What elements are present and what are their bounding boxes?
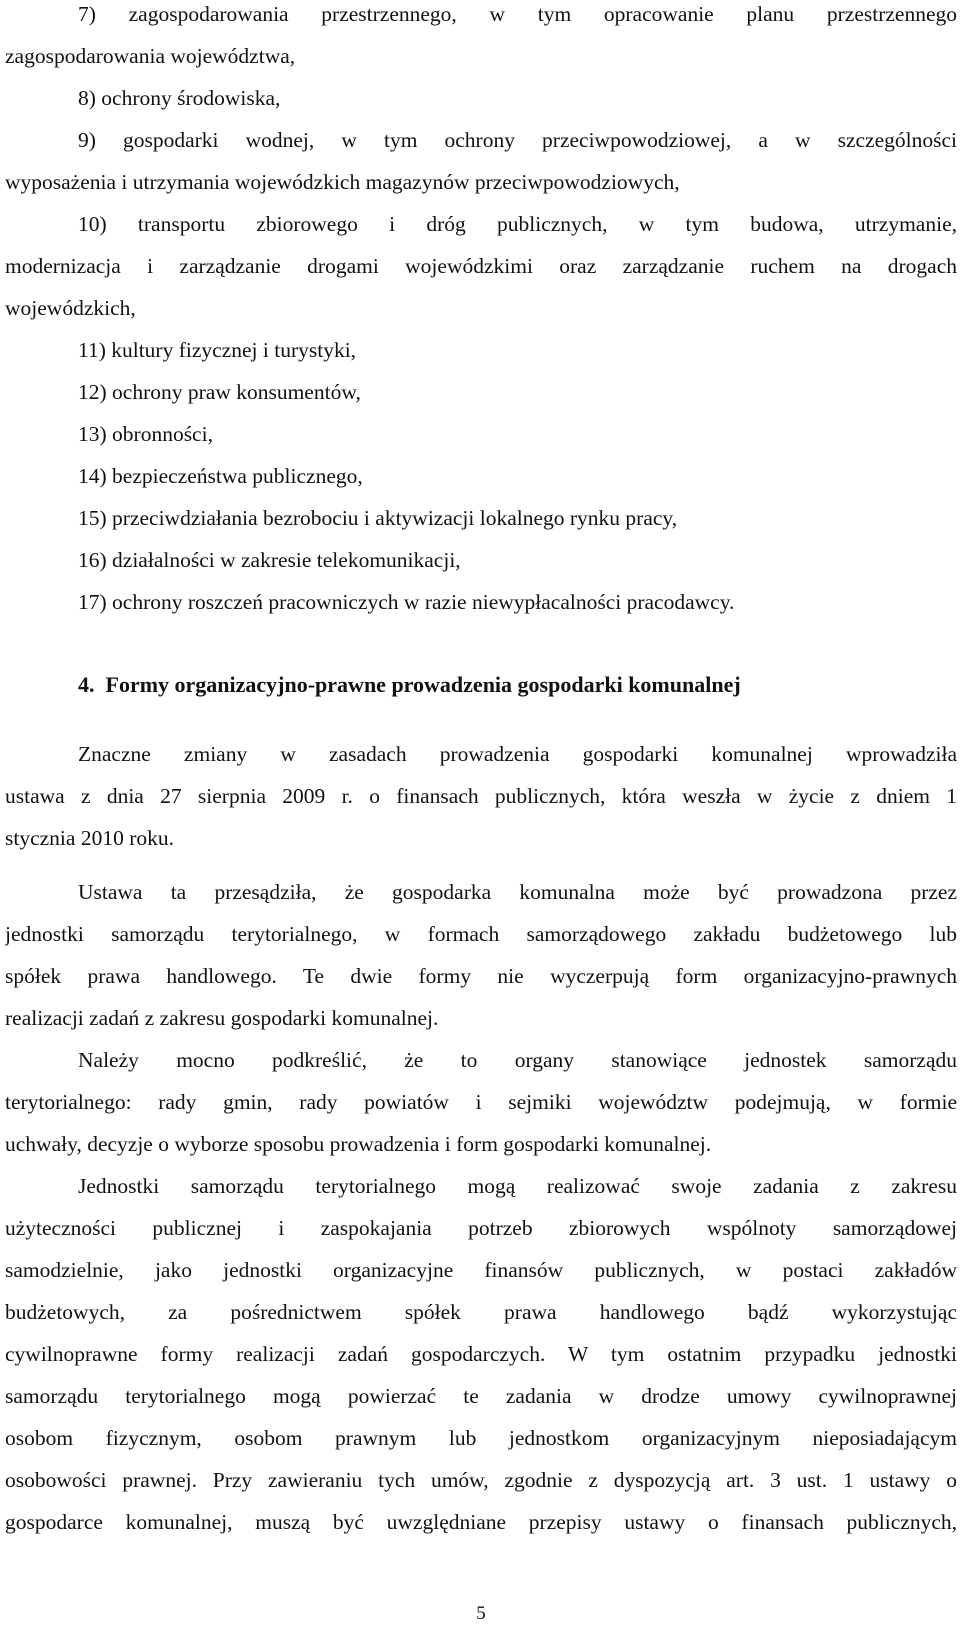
list-item-7: 7) zagospodarowania przestrzennego, w tym opracowanie planu przestrzennego [78, 2, 957, 26]
list-item-12: 12) ochrony praw konsumentów, [78, 380, 361, 404]
paragraph-4-line-8: osobowości prawnej. Przy zawieraniu tych umów, zgodnie z dyspozycją art. 3 ust. 1 ustawy o [5, 1468, 957, 1492]
list-item-10-continued: modernizacja i zarządzanie drogami wojewódzkimi oraz zarządzanie ruchem na drogach [5, 254, 957, 278]
paragraph-4-line-6: samorządu terytorialnego mogą powierzać te zadania w drodze umowy cywilnoprawnej [5, 1384, 957, 1408]
paragraph-1-line-2: ustawa z dnia 27 sierpnia 2009 r. o finansach publicznych, która weszła w życie z dniem 1 [5, 784, 957, 808]
list-item-14: 14) bezpieczeństwa publicznego, [78, 464, 363, 488]
paragraph-4-line-1: Jednostki samorządu terytorialnego mogą realizować swoje zadania z zakresu [78, 1174, 957, 1198]
list-item-11: 11) kultury fizycznej i turystyki, [78, 338, 357, 362]
paragraph-4-line-7: osobom fizycznym, osobom prawnym lub jednostkom organizacyjnym nieposiadającym [5, 1426, 957, 1450]
paragraph-1-line-3: stycznia 2010 roku. [5, 826, 174, 850]
list-item-7-continued: zagospodarowania województwa, [5, 44, 296, 68]
section-heading: 4. Formy organizacyjno-prawne prowadzenia gospodarki komunalnej [78, 672, 741, 697]
list-item-9-continued: wyposażenia i utrzymania wojewódzkich magazynów przeciwpowodziowych, [5, 170, 680, 194]
list-item-10-end: wojewódzkich, [5, 296, 136, 320]
paragraph-2-line-3: spółek prawa handlowego. Te dwie formy nie wyczerpują form organizacyjno-prawnych [5, 964, 957, 988]
page-number: 5 [476, 1603, 486, 1624]
paragraph-2-line-4: realizacji zadań z zakresu gospodarki komunalnej. [5, 1006, 439, 1030]
paragraph-2-line-1: Ustawa ta przesądziła, że gospodarka komunalna może być prowadzona przez [78, 880, 957, 904]
paragraph-4-line-4: budżetowych, za pośrednictwem spółek prawa handlowego bądź wykorzystując [5, 1300, 957, 1324]
list-item-9: 9) gospodarki wodnej, w tym ochrony przeciwpowodziowej, a w szczególności [78, 128, 957, 152]
document-page [5, 0, 957, 1626]
list-item-13: 13) obronności, [78, 422, 213, 446]
paragraph-4-line-9: gospodarce komunalnej, muszą być uwzględniane przepisy ustawy o finansach publicznych, [5, 1510, 957, 1534]
paragraph-3-line-1: Należy mocno podkreślić, że to organy stanowiące jednostek samorządu [78, 1048, 957, 1072]
list-item-17: 17) ochrony roszczeń pracowniczych w razie niewypłacalności pracodawcy. [78, 590, 735, 614]
paragraph-3-line-2: terytorialnego: rady gmin, rady powiatów i sejmiki województw podejmują, w formie [5, 1090, 957, 1114]
list-item-15: 15) przeciwdziałania bezrobociu i aktywizacji lokalnego rynku pracy, [78, 506, 678, 530]
list-item-16: 16) działalności w zakresie telekomunikacji, [78, 548, 461, 572]
list-item-8: 8) ochrony środowiska, [78, 86, 281, 110]
paragraph-4-line-3: samodzielnie, jako jednostki organizacyjne finansów publicznych, w postaci zakładów [5, 1258, 957, 1282]
list-item-10: 10) transportu zbiorowego i dróg publicznych, w tym budowa, utrzymanie, [78, 212, 957, 236]
paragraph-4-line-2: użyteczności publicznej i zaspokajania potrzeb zbiorowych wspólnoty samorządowej [5, 1216, 957, 1240]
paragraph-4-line-5: cywilnoprawne formy realizacji zadań gospodarczych. W tym ostatnim przypadku jednostki [5, 1342, 957, 1366]
paragraph-3-line-3: uchwały, decyzje o wyborze sposobu prowadzenia i form gospodarki komunalnej. [5, 1132, 712, 1156]
paragraph-1-line-1: Znaczne zmiany w zasadach prowadzenia gospodarki komunalnej wprowadziła [78, 742, 957, 766]
paragraph-2-line-2: jednostki samorządu terytorialnego, w formach samorządowego zakładu budżetowego lub [5, 922, 957, 946]
